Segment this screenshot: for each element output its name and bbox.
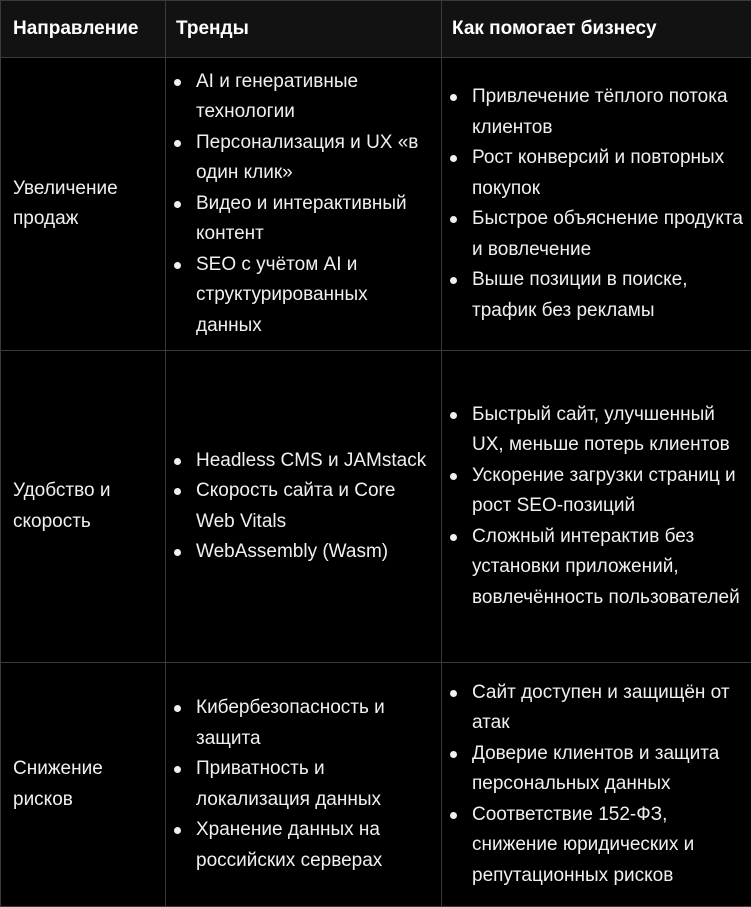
list-item-text: Привлечение тёплого потока клиентов [472, 86, 728, 138]
trends-cell [166, 351, 442, 663]
trends-list [174, 446, 435, 568]
direction-cell: Увеличение продаж [1, 58, 166, 351]
list-item [450, 678, 745, 739]
direction-cell: Удобство и скорость [1, 351, 166, 663]
bullet-icon [450, 155, 457, 162]
list-item-text: Рост конверсий и повторных покупок [472, 147, 724, 199]
list-item-text: Кибербезопасность и защита [196, 697, 385, 749]
list-item-text: Скорость сайта и Core Web Vitals [196, 480, 395, 532]
list-item [450, 82, 745, 143]
list-item [450, 522, 745, 614]
table-row [1, 351, 751, 663]
bullet-icon [174, 549, 181, 556]
list-item-text: Ускорение загрузки страниц и рост SEO-позиций [472, 465, 736, 517]
list-item-text: Персонализация и UX «в один клик» [196, 132, 418, 184]
header-row [1, 1, 751, 58]
list-item [174, 754, 435, 815]
list-item-text: Сложный интерактив без установки приложений, вовлечённость пользователей [472, 526, 740, 608]
trends-cell [166, 58, 442, 351]
bullet-icon [450, 751, 457, 758]
list-item [174, 693, 435, 754]
business-list [450, 82, 745, 326]
list-item [450, 204, 745, 265]
list-item [174, 128, 435, 189]
list-item [450, 400, 745, 461]
business-cell [442, 351, 751, 663]
bullet-icon [450, 473, 457, 480]
bullet-icon [174, 827, 181, 834]
list-item-text: Доверие клиентов и защита персональных данных [472, 743, 719, 795]
bullet-icon [450, 94, 457, 101]
bullet-icon [174, 140, 181, 147]
list-item-text: Сайт доступен и защищён от атак [472, 682, 730, 734]
list-item [174, 476, 435, 537]
list-item [174, 815, 435, 876]
table-row [1, 663, 751, 907]
list-item-text: AI и генеративные технологии [196, 71, 358, 123]
bullet-icon [450, 277, 457, 284]
list-item-text: Соответствие 152-ФЗ, снижение юридических и репутационных рисков [472, 804, 694, 886]
bullet-icon [174, 262, 181, 269]
bullet-icon [174, 705, 181, 712]
header-direction: Направление [1, 1, 166, 58]
list-item [174, 250, 435, 342]
list-item-text: Хранение данных на российских серверах [196, 819, 382, 871]
list-item-text: Выше позиции в поиске, трафик без рекламы [472, 269, 688, 321]
bullet-icon [450, 690, 457, 697]
bullet-icon [174, 766, 181, 773]
list-item-text: Быстрый сайт, улучшенный UX, меньше потерь клиентов [472, 404, 730, 456]
bullet-icon [174, 79, 181, 86]
direction-cell: Снижение рисков [1, 663, 166, 907]
header-trends: Тренды [166, 1, 442, 58]
list-item-text: Headless CMS и JAMstack [196, 450, 426, 471]
trends-list [174, 693, 435, 876]
list-item [450, 265, 745, 326]
list-item [174, 537, 435, 568]
bullet-icon [174, 458, 181, 465]
trends-list [174, 67, 435, 342]
list-item [450, 739, 745, 800]
bullet-icon [450, 812, 457, 819]
list-item [174, 446, 435, 477]
bullet-icon [174, 488, 181, 495]
business-list [450, 400, 745, 614]
list-item [450, 800, 745, 892]
list-item-text: SEO с учётом AI и структурированных данных [196, 254, 368, 336]
business-cell [442, 58, 751, 351]
list-item-text: Быстрое объяснение продукта и вовлечение [472, 208, 743, 260]
list-item-text: WebAssembly (Wasm) [196, 541, 388, 562]
list-item [450, 143, 745, 204]
table-row [1, 58, 751, 351]
business-list [450, 678, 745, 892]
bullet-icon [174, 201, 181, 208]
list-item [174, 67, 435, 128]
list-item [174, 189, 435, 250]
list-item-text: Видео и интерактивный контент [196, 193, 407, 245]
business-cell [442, 663, 751, 907]
bullet-icon [450, 534, 457, 541]
trends-cell [166, 663, 442, 907]
header-business: Как помогает бизнесу [442, 1, 751, 58]
bullet-icon [450, 216, 457, 223]
list-item [450, 461, 745, 522]
bullet-icon [450, 412, 457, 419]
list-item-text: Приватность и локализация данных [196, 758, 381, 810]
